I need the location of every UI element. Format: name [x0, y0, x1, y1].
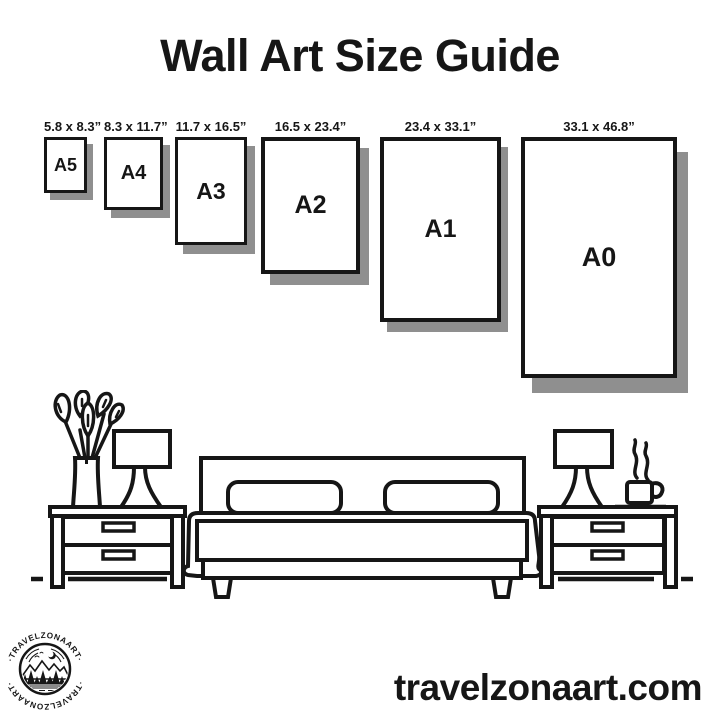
poster-frame — [104, 137, 163, 210]
bedroom-illustration — [0, 390, 720, 620]
poster-frame — [44, 137, 87, 193]
size-frame-a2 — [261, 120, 360, 274]
nightstand-left-icon — [50, 507, 185, 587]
size-frame-a1 — [380, 120, 501, 322]
table-lamp-right-icon — [555, 431, 612, 507]
steam-icon — [634, 440, 648, 480]
poster-frame — [175, 137, 247, 245]
size-frame-a5 — [44, 119, 102, 193]
poster-frame — [261, 137, 360, 274]
size-name: A4 — [120, 162, 147, 184]
size-label: 11.7 x 16.5” — [175, 119, 247, 134]
logo-text-bottom: ·TRAVELZONAART· — [4, 680, 86, 712]
size-frame-a4 — [104, 119, 168, 210]
table-lamp-left-icon — [114, 431, 170, 507]
coffee-cup-icon — [615, 440, 666, 507]
size-label: 33.1 x 46.8” — [563, 119, 635, 134]
size-name: A2 — [294, 191, 327, 219]
size-name: A3 — [196, 177, 226, 204]
size-label: 16.5 x 23.4” — [274, 119, 347, 134]
size-frame-a0 — [521, 120, 677, 378]
double-bed-icon — [184, 458, 541, 597]
website-url: travelzonaart.com — [393, 667, 702, 708]
size-name: A0 — [581, 242, 617, 272]
poster-frame — [380, 137, 501, 322]
size-name: A1 — [424, 215, 457, 243]
size-name: A5 — [53, 154, 77, 175]
logo-text-top: ·TRAVELZONAART· — [5, 630, 85, 663]
brand-logo — [2, 624, 90, 716]
size-frame-a3 — [175, 120, 247, 245]
page-title: Wall Art Size Guide — [160, 30, 560, 81]
size-label: 23.4 x 33.1” — [404, 119, 477, 134]
size-label: 8.3 x 11.7” — [104, 119, 168, 134]
nightstand-right-icon — [539, 507, 676, 587]
size-label: 5.8 x 8.3” — [44, 119, 102, 134]
poster-frame — [521, 137, 677, 378]
